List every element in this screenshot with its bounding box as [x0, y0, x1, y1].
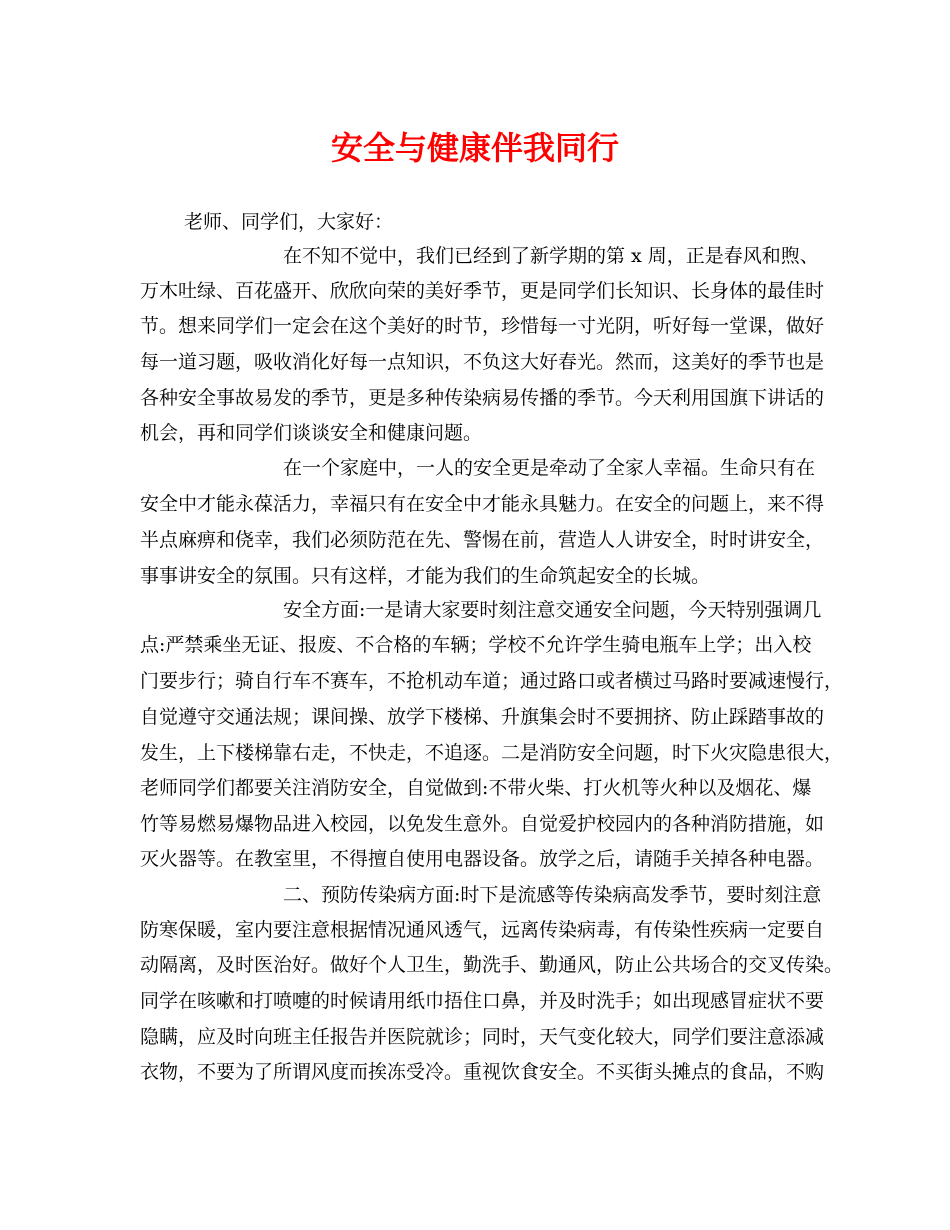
paragraph-line: 发生，上下楼梯靠右走，不快走，不追逐。二是消防安全问题，时下火灾隐患很大， [140, 742, 844, 764]
paragraph-line: 安全方面:一是请大家要时刻注意交通安全问题，今天特别强调几 [283, 599, 822, 621]
greeting-line: 老师、同学们，大家好： [184, 211, 394, 233]
paragraph-line: 自觉遵守交通法规；课间操、放学下楼梯、升旗集会时不要拥挤、防止踩踏事故的 [140, 706, 825, 728]
paragraph-line: 节。想来同学们一定会在这个美好的时节，珍惜每一寸光阴，听好每一堂课，做好 [140, 315, 825, 337]
paragraph-line: 在不知不觉中，我们已经到了新学期的第 x 周，正是春风和煦、 [283, 245, 819, 267]
paragraph-line: 防寒保暖，室内要注意根据情况通风透气，远离传染病毒，有传染性疾病一定要自 [140, 919, 825, 941]
paragraph-line: 半点麻痹和侥幸，我们必须防范在先、警惕在前，营造人人讲安全，时时讲安全， [140, 529, 825, 551]
paragraph-line: 动隔离，及时医治好。做好个人卫生，勤洗手、勤通风，防止公共场合的交叉传染。 [140, 954, 844, 976]
document-title: 安全与健康伴我同行 [330, 129, 619, 167]
paragraph-line: 同学在咳嗽和打喷嚏的时候请用纸巾捂住口鼻，并及时洗手；如出现感冒症状不要 [140, 990, 825, 1012]
paragraph-line: 衣物，不要为了所谓风度而挨冻受冷。重视饮食安全。不买街头摊点的食品，不购 [140, 1061, 825, 1083]
paragraph-line: 事事讲安全的氛围。只有这样，才能为我们的生命筑起安全的长城。 [140, 565, 711, 587]
paragraph-line: 灭火器等。在教室里，不得擅自使用电器设备。放学之后，请随手关掉各种电器。 [140, 848, 825, 870]
paragraph-line: 二、预防传染病方面:时下是流感等传染病高发季节，要时刻注意 [283, 884, 822, 906]
paragraph-line: 机会，再和同学们谈谈安全和健康问题。 [140, 422, 483, 444]
paragraph-line: 每一道习题，吸收消化好每一点知识，不负这大好春光。然而，这美好的季节也是 [140, 351, 825, 373]
paragraph-line: 门要步行；骑自行车不赛车，不抢机动车道；通过路口或者横过马路时要减速慢行， [140, 670, 844, 692]
paragraph-line: 在一个家庭中，一人的安全更是牵动了全家人幸福。生命只有在 [283, 457, 816, 479]
paragraph-line: 点:严禁乘坐无证、报废、不合格的车辆；学校不允许学生骑电瓶车上学；出入校 [140, 634, 812, 656]
paragraph-line: 隐瞒，应及时向班主任报告并医院就诊；同时，天气变化较大，同学们要注意添减 [140, 1026, 825, 1048]
paragraph-line: 万木吐绿、百花盛开、欣欣向荣的美好季节，更是同学们长知识、长身体的最佳时 [140, 280, 825, 302]
paragraph-line: 安全中才能永葆活力，幸福只有在安全中才能永具魅力。在安全的问题上，来不得 [140, 493, 825, 515]
paragraph-line: 竹等易燃易爆物品进入校园，以免发生意外。自觉爱护校园内的各种消防措施，如 [140, 813, 825, 835]
paragraph-line: 各种安全事故易发的季节，更是多种传染病易传播的季节。今天利用国旗下讲话的 [140, 387, 825, 409]
paragraph-line: 老师同学们都要关注消防安全，自觉做到:不带火柴、打火机等火种以及烟花、爆 [140, 777, 812, 799]
